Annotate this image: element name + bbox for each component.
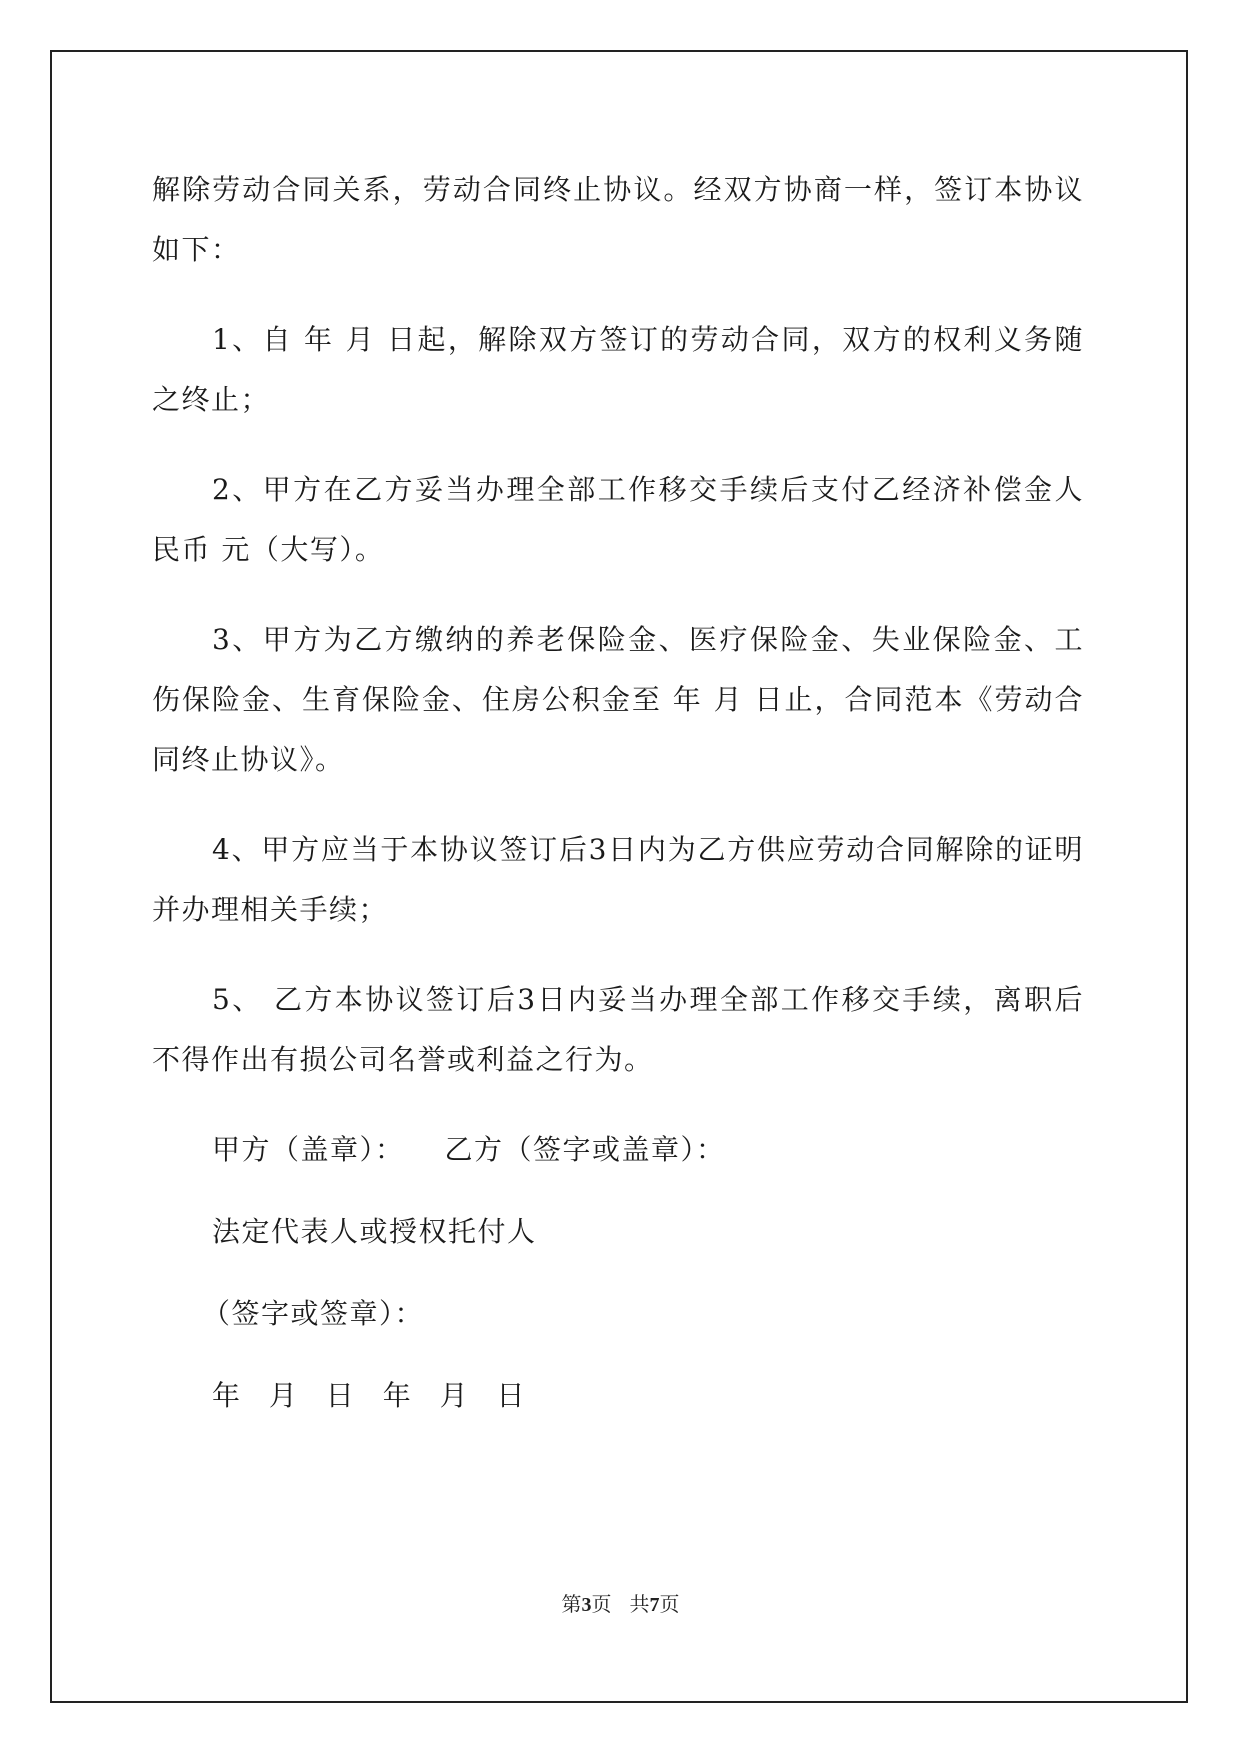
page-footer (0, 1588, 1241, 1617)
page-label-suffix: 页 (591, 1594, 612, 1616)
clause-1: 1、自 年 月 日起，解除双方签订的劳动合同，双方的权利义务随之终止； (152, 323, 1084, 416)
total-label-prefix: 共 (629, 1594, 650, 1616)
total-pages-number: 7 (649, 1594, 660, 1616)
clause-3: 3、甲方为乙方缴纳的养老保险金、医疗保险金、失业保险金、工伤保险金、生育保险金、住房公积金至 年 月 日止，合同范本《劳动合同终止协议》。 (152, 623, 1084, 776)
clause-4: 4、甲方应当于本协议签订后3日内为乙方供应劳动合同解除的证明并办理相关手续； (152, 833, 1084, 926)
party-b-signature-label: 乙方（签字或盖章）： (444, 1133, 726, 1166)
document-body (152, 160, 1084, 1426)
sign-note-line: （签字或签章）： (202, 1297, 425, 1330)
current-page-number: 3 (581, 1594, 592, 1616)
total-label-suffix: 页 (659, 1594, 680, 1616)
page-label-prefix: 第 (561, 1594, 582, 1616)
representative-line: 法定代表人或授权托付人 (212, 1215, 537, 1248)
party-a-seal-label: 甲方（盖章）： (212, 1133, 405, 1166)
clause-2: 2、甲方在乙方妥当办理全部工作移交手续后支付乙经济补偿金人民币 元（大写）。 (152, 473, 1084, 566)
paragraph-intro: 解除劳动合同关系，劳动合同终止协议。经双方协商一样，签订本协议如下： (152, 173, 1084, 266)
clause-5: 5、 乙方本协议签订后3日内妥当办理全部工作移交手续，离职后不得作出有损公司名誉或利益之行为。 (152, 983, 1084, 1076)
signature-parties-line (152, 1120, 1084, 1180)
date-line: 年 月 日 年 月 日 (212, 1379, 535, 1412)
